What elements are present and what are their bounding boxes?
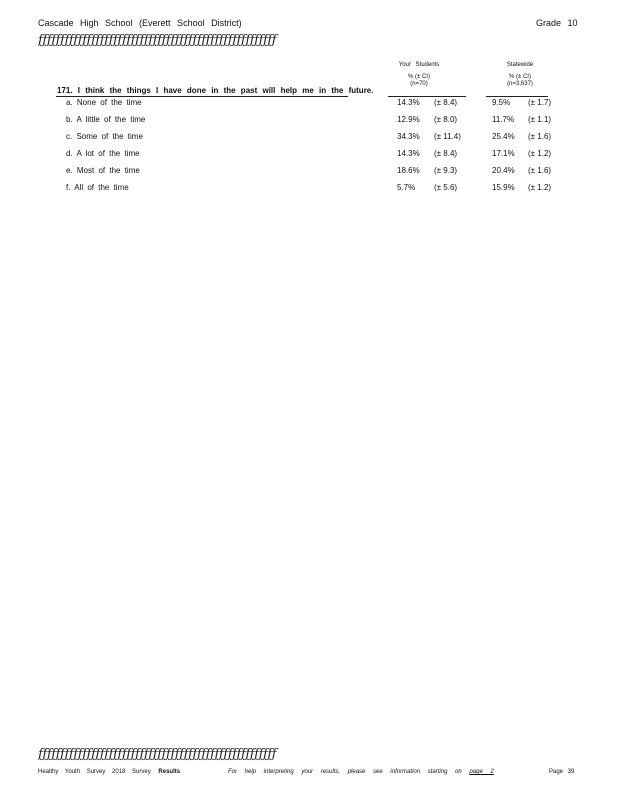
statewide-column-header bbox=[480, 62, 560, 88]
your-students-title: Your Students bbox=[398, 62, 440, 68]
your-percent: 14.3% bbox=[397, 98, 420, 107]
footer-decoration: ƒƒƒƒƒƒƒƒƒƒƒƒƒƒƒƒƒƒƒƒƒƒƒƒƒƒƒƒƒƒƒƒƒƒƒƒƒƒƒƒƒƒƒƒƒƒƒƒƒƒƒƒƒƒ bbox=[38, 747, 277, 762]
table-row bbox=[0, 183, 618, 197]
statewide-subtitle: % (± CI) bbox=[509, 74, 531, 80]
state-percent: 15.9% bbox=[492, 183, 515, 192]
your-percent: 12.9% bbox=[397, 115, 420, 124]
footer-survey-name: Healthy Youth Survey 2018 Survey bbox=[38, 769, 151, 775]
your-percent: 34.3% bbox=[397, 132, 420, 141]
statewide-n: (n=3,637) bbox=[507, 81, 533, 87]
state-percent: 17.1% bbox=[492, 149, 515, 158]
response-label: a. None of the time bbox=[66, 98, 142, 107]
state-percent: 25.4% bbox=[492, 132, 515, 141]
your-percent: 14.3% bbox=[397, 149, 420, 158]
your-ci: (± 8.0) bbox=[434, 115, 458, 124]
statewide-title: Statewide bbox=[506, 62, 534, 68]
table-row bbox=[0, 115, 618, 129]
footer-survey-title bbox=[38, 769, 180, 775]
state-ci: (± 1.2) bbox=[528, 183, 552, 192]
your-ci: (± 11.4) bbox=[434, 132, 461, 141]
question-text: 171. I think the things I have done in the past will help me in the future. bbox=[57, 86, 374, 95]
footer-page-link[interactable]: page 2 bbox=[469, 769, 494, 775]
your-ci: (± 8.4) bbox=[434, 98, 458, 107]
response-label: f. All of the time bbox=[66, 183, 129, 192]
footer-help-text bbox=[228, 769, 494, 775]
table-row bbox=[0, 98, 618, 112]
state-ci: (± 1.7) bbox=[528, 98, 552, 107]
table-row bbox=[0, 132, 618, 146]
state-ci: (± 1.6) bbox=[528, 166, 552, 175]
footer-results: Results bbox=[158, 769, 181, 775]
state-percent: 20.4% bbox=[492, 166, 515, 175]
header-decoration: ƒƒƒƒƒƒƒƒƒƒƒƒƒƒƒƒƒƒƒƒƒƒƒƒƒƒƒƒƒƒƒƒƒƒƒƒƒƒƒƒƒƒƒƒƒƒƒƒƒƒƒƒƒƒ bbox=[38, 33, 277, 48]
your-ci: (± 8.4) bbox=[434, 149, 458, 158]
response-label: d. A lot of the time bbox=[66, 149, 140, 158]
your-percent: 18.6% bbox=[397, 166, 420, 175]
your-percent: 5.7% bbox=[397, 183, 416, 192]
state-ci: (± 1.6) bbox=[528, 132, 552, 141]
response-label: c. Some of the time bbox=[66, 132, 143, 141]
your-students-n: (n=70) bbox=[410, 81, 428, 87]
state-ci: (± 1.2) bbox=[528, 149, 552, 158]
grade-label: Grade 10 bbox=[536, 18, 578, 28]
table-row bbox=[0, 149, 618, 163]
your-ci: (± 9.3) bbox=[434, 166, 458, 175]
state-ci: (± 1.1) bbox=[528, 115, 552, 124]
your-students-underline bbox=[388, 96, 466, 97]
your-students-subtitle: % (± CI) bbox=[408, 74, 430, 80]
question-underline bbox=[56, 96, 348, 97]
state-percent: 11.7% bbox=[492, 115, 515, 124]
state-percent: 9.5% bbox=[492, 98, 511, 107]
footer-help-sentence: For help interpreting your results, please see information starting on bbox=[228, 769, 462, 775]
table-row bbox=[0, 166, 618, 180]
your-students-column-header bbox=[379, 62, 459, 88]
statewide-underline bbox=[486, 96, 548, 97]
response-label: b. A little of the time bbox=[66, 115, 146, 124]
your-ci: (± 5.6) bbox=[434, 183, 458, 192]
page-number: Page 39 bbox=[549, 769, 575, 775]
school-header: Cascade High School (Everett School District) bbox=[38, 18, 242, 28]
response-label: e. Most of the time bbox=[66, 166, 140, 175]
